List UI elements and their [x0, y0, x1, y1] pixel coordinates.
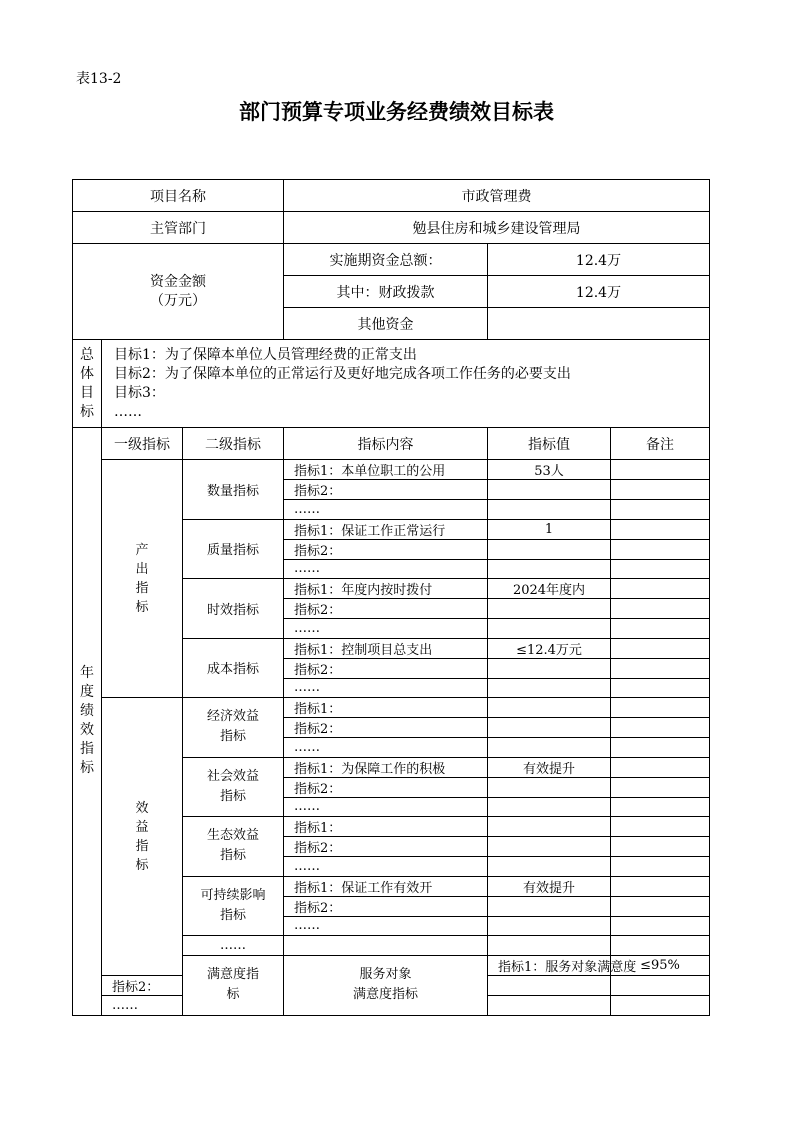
table-row	[73, 698, 710, 718]
indicator-note	[611, 857, 710, 877]
cost-indicator-label: 成本指标	[183, 638, 284, 698]
indicator-value	[488, 916, 611, 936]
goal-more: ……	[114, 404, 142, 420]
indicator-note	[611, 876, 710, 896]
funds-label-line2: （万元）	[150, 292, 206, 309]
indicator-value	[488, 976, 611, 996]
indicator-value	[488, 658, 611, 678]
goal-1: 目标1：为了保障本单位人员管理经费的正常支出	[114, 347, 417, 363]
indicator-content: 指标2：	[284, 718, 488, 738]
indicator-value	[488, 559, 611, 579]
label-char: 效	[80, 722, 94, 739]
indicator-value	[488, 837, 611, 857]
indicator-value	[488, 698, 611, 718]
table-code: 表13-2	[76, 71, 122, 87]
indicator-value	[488, 817, 611, 837]
indicator-content: 指标1：	[284, 817, 488, 837]
dept-label: 主管部门	[73, 212, 284, 244]
label-char: 益	[135, 819, 149, 835]
indicator-value: 1	[488, 519, 611, 539]
header-level1: 一级指标	[102, 428, 183, 460]
quality-indicator-label: 质量指标	[183, 519, 284, 579]
indicator-note	[611, 718, 710, 738]
overall-goals-text	[102, 340, 710, 428]
indicator-content: 指标1：本单位职工的公用	[284, 460, 488, 480]
label-char: 指	[80, 741, 94, 758]
indicator-note	[611, 460, 710, 480]
label-char: 标	[80, 760, 94, 777]
indicator-note	[611, 738, 710, 758]
indicator-value: 有效提升	[488, 757, 611, 777]
label-line: 满意度指	[206, 967, 259, 983]
indicator-content: 指标1：	[284, 698, 488, 718]
indicator-note	[611, 500, 710, 520]
economic-indicator-label	[183, 698, 284, 758]
label-char: 体	[80, 365, 94, 382]
indicator-value	[488, 777, 611, 797]
indicator-note	[611, 599, 710, 619]
indicator-value: 2024年度内	[488, 579, 611, 599]
indicator-value: 53人	[488, 460, 611, 480]
label-char: 总	[80, 346, 94, 363]
overall-goals-row	[73, 340, 710, 428]
indicator-note	[611, 480, 710, 500]
indicator-content: 指标2：	[284, 658, 488, 678]
label-line: 指标	[219, 729, 246, 745]
indicator-value	[488, 797, 611, 817]
indicator-note	[611, 539, 710, 559]
dept-row	[73, 212, 710, 244]
label-char: 年	[80, 665, 94, 682]
indicator-value	[488, 896, 611, 916]
indicator-note	[611, 896, 710, 916]
annual-indicators-label	[73, 428, 102, 1016]
label-char: 度	[80, 684, 94, 701]
indicator-note	[611, 698, 710, 718]
indicator-content: ……	[284, 500, 488, 520]
indicator-content: 指标2：	[284, 896, 488, 916]
funds-total-row	[73, 244, 710, 276]
indicator-content: 指标2：	[284, 480, 488, 500]
quantity-indicator-label: 数量指标	[183, 460, 284, 520]
timeliness-indicator-label: 时效指标	[183, 579, 284, 639]
indicator-content: ……	[102, 996, 183, 1016]
table-row	[73, 460, 710, 480]
label-char: 产	[135, 542, 149, 558]
indicator-note	[611, 936, 710, 956]
funds-label-line1: 资金金额	[150, 273, 206, 290]
indicator-content: 指标2：	[102, 976, 183, 996]
service-satisfaction-label	[284, 956, 488, 1016]
indicator-value	[488, 539, 611, 559]
social-indicator-label	[183, 757, 284, 817]
indicator-note	[611, 976, 710, 996]
indicator-content: ……	[284, 678, 488, 698]
page-title: 部门预算专项业务经费绩效目标表	[239, 100, 554, 124]
other-funds-label: 其他资金	[284, 308, 488, 340]
indicator-content: 指标1：服务对象满意度	[488, 956, 611, 976]
indicator-content: 指标1：年度内按时拨付	[284, 579, 488, 599]
indicator-value	[488, 678, 611, 698]
output-indicators-label	[102, 460, 183, 698]
indicator-header-row	[73, 428, 710, 460]
label-line: 指标	[219, 788, 246, 804]
indicator-value	[488, 936, 611, 956]
benefit-extra: ……	[183, 936, 284, 956]
indicator-content: ……	[284, 559, 488, 579]
goal-2: 目标2：为了保障本单位的正常运行及更好地完成各项工作任务的必要支出	[114, 366, 571, 382]
total-funds-value: 12.4万	[488, 244, 710, 276]
label-char: 标	[135, 599, 149, 615]
indicator-note	[611, 996, 710, 1016]
label-line: 标	[226, 987, 240, 1003]
label-line: 服务对象	[359, 967, 412, 983]
label-line: 满意度指标	[352, 987, 418, 1003]
label-char: 绩	[80, 703, 94, 720]
performance-table	[72, 179, 710, 1016]
indicator-value	[488, 996, 611, 1016]
indicator-value	[488, 619, 611, 639]
goal-3: 目标3：	[114, 385, 165, 401]
label-char: 标	[80, 403, 94, 420]
indicator-note	[611, 797, 710, 817]
label-line: 生态效益	[206, 828, 259, 844]
indicator-value	[488, 718, 611, 738]
indicator-note	[611, 619, 710, 639]
label-char: 指	[135, 838, 149, 854]
label-line: 指标	[219, 907, 246, 923]
header-note: 备注	[611, 428, 710, 460]
indicator-content: 指标2：	[284, 599, 488, 619]
label-char: 目	[80, 384, 94, 401]
label-char: 出	[135, 561, 149, 577]
header-level2: 二级指标	[183, 428, 284, 460]
indicator-note	[611, 837, 710, 857]
indicator-value	[488, 500, 611, 520]
indicator-content: 指标1：为保障工作的积极	[284, 757, 488, 777]
indicator-note	[611, 559, 710, 579]
indicator-content: 指标1：控制项目总支出	[284, 638, 488, 658]
sustainability-indicator-label	[183, 876, 284, 936]
fiscal-funds-value: 12.4万	[488, 276, 710, 308]
indicator-content	[284, 936, 488, 956]
project-name-row	[73, 180, 710, 212]
indicator-content: ……	[284, 619, 488, 639]
label-char: 指	[135, 580, 149, 596]
indicator-value: 有效提升	[488, 876, 611, 896]
indicator-note	[611, 757, 710, 777]
label-line: 指标	[219, 848, 246, 864]
indicator-note	[611, 777, 710, 797]
indicator-note	[611, 817, 710, 837]
indicator-content: ……	[284, 738, 488, 758]
other-funds-value	[488, 308, 710, 340]
label-line: 可持续影响	[200, 887, 266, 903]
dept-value: 勉县住房和城乡建设管理局	[284, 212, 710, 244]
label-line: 经济效益	[206, 709, 259, 725]
indicator-note	[611, 658, 710, 678]
indicator-note	[611, 678, 710, 698]
ecological-indicator-label	[183, 817, 284, 877]
indicator-value	[488, 480, 611, 500]
overall-goals-label	[73, 340, 102, 428]
label-char: 效	[135, 800, 149, 816]
indicator-content: 指标1：保证工作有效开	[284, 876, 488, 896]
header-content: 指标内容	[284, 428, 488, 460]
indicator-content: 指标1：保证工作正常运行	[284, 519, 488, 539]
indicator-content: ……	[284, 916, 488, 936]
project-name-value: 市政管理费	[284, 180, 710, 212]
indicator-note	[611, 638, 710, 658]
funds-label	[73, 244, 284, 340]
indicator-value	[488, 857, 611, 877]
indicator-value: ≤12.4万元	[488, 638, 611, 658]
label-char: 标	[135, 857, 149, 873]
indicator-value	[488, 738, 611, 758]
indicator-note	[611, 579, 710, 599]
indicator-content: 指标2：	[284, 539, 488, 559]
indicator-value: ≤95%	[611, 956, 710, 976]
indicator-value	[488, 599, 611, 619]
fiscal-funds-label: 其中：财政拨款	[284, 276, 488, 308]
indicator-content: 指标2：	[284, 837, 488, 857]
indicator-note	[611, 519, 710, 539]
project-name-label: 项目名称	[73, 180, 284, 212]
label-line: 社会效益	[206, 768, 259, 784]
satisfaction-indicators-label	[183, 956, 284, 1016]
benefit-indicators-label	[102, 698, 183, 976]
indicator-note	[611, 916, 710, 936]
indicator-content: 指标2：	[284, 777, 488, 797]
header-value: 指标值	[488, 428, 611, 460]
indicator-content: ……	[284, 857, 488, 877]
indicator-content: ……	[284, 797, 488, 817]
total-funds-label: 实施期资金总额：	[284, 244, 488, 276]
